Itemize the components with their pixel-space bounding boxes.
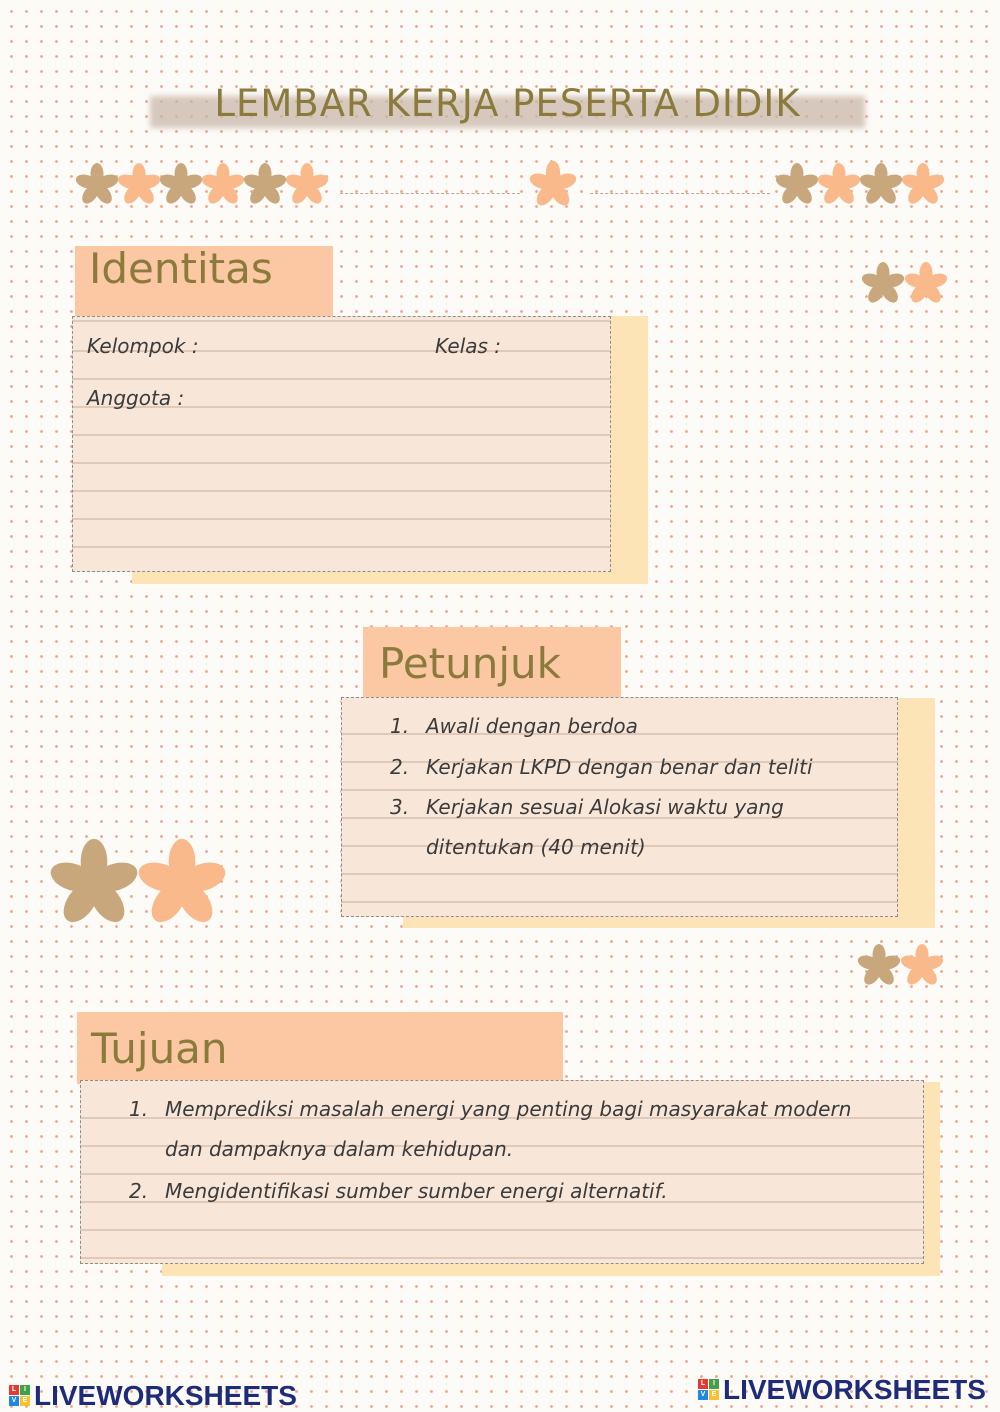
flower-icon (135, 839, 228, 928)
petunjuk-tab (363, 627, 621, 699)
tujuan-item-text: Mengidentifikasi sumber sumber energi alternatif. (165, 1179, 668, 1203)
flower-icon (903, 262, 949, 306)
tujuan-item-number: 1. (129, 1097, 149, 1121)
tujuan-item-text-continued: dan dampaknya dalam kehidupan. (165, 1137, 514, 1161)
liveworksheets-logo-icon: L I V E (698, 1379, 720, 1401)
petunjuk-item-text-continued: ditentukan (40 menit) (426, 835, 646, 859)
anggota-label: Anggota : (87, 386, 185, 410)
top-left-flower-row (75, 162, 335, 208)
flower-icon (775, 163, 820, 207)
top-right-flower-row (775, 162, 950, 208)
identitas-card (72, 316, 611, 572)
flower-icon (242, 163, 288, 207)
flower-icon (48, 839, 141, 928)
liveworksheets-brand-left[interactable]: LIVEWORKSHEETS (34, 1380, 297, 1411)
petunjuk-item-text: Kerjakan sesuai Alokasi waktu yang (426, 795, 784, 819)
center-flower (525, 157, 581, 213)
petunjuk-item-number: 1. (390, 714, 410, 738)
flower-icon (75, 163, 120, 207)
flower-icon (816, 163, 862, 207)
petunjuk-card (341, 697, 898, 917)
kelompok-label: Kelompok : (87, 334, 199, 358)
petunjuk-item-number: 2. (390, 755, 410, 779)
flower-icon (860, 262, 906, 306)
tujuan-card (80, 1080, 924, 1264)
liveworksheets-brand-right[interactable]: LIVEWORKSHEETS (723, 1374, 986, 1405)
petunjuk-item-text: Kerjakan LKPD dengan benar dan teliti (426, 755, 813, 779)
large-flower-pair (48, 838, 228, 930)
page-title-banner (150, 82, 865, 126)
petunjuk-flower-pair (856, 944, 946, 988)
flower-icon (899, 944, 945, 988)
flower-icon (158, 163, 204, 207)
tujuan-heading: Tujuan (91, 1024, 228, 1073)
flower-icon (116, 163, 162, 207)
flower-icon (200, 163, 246, 207)
identitas-heading: Identitas (89, 244, 273, 293)
flower-icon (528, 161, 578, 209)
flower-icon (900, 163, 946, 207)
page-title: LEMBAR KERJA PESERTA DIDIK (214, 82, 801, 125)
tujuan-item-number: 2. (129, 1179, 149, 1203)
flower-icon (858, 163, 904, 207)
petunjuk-heading: Petunjuk (379, 639, 561, 688)
identitas-flower-pair (860, 262, 950, 306)
petunjuk-item-text: Awali dengan berdoa (426, 714, 638, 738)
liveworksheets-logo-icon: L I V E (9, 1385, 31, 1407)
divider-line (340, 193, 520, 194)
tujuan-tab (77, 1012, 563, 1084)
kelas-label: Kelas : (435, 334, 502, 358)
petunjuk-item-number: 3. (390, 795, 410, 819)
divider-line (590, 193, 770, 194)
identitas-tab (75, 246, 333, 318)
flower-icon (284, 163, 330, 207)
flower-icon (856, 944, 902, 988)
tujuan-item-text: Memprediksi masalah energi yang penting bagi masyarakat modern (165, 1097, 852, 1121)
